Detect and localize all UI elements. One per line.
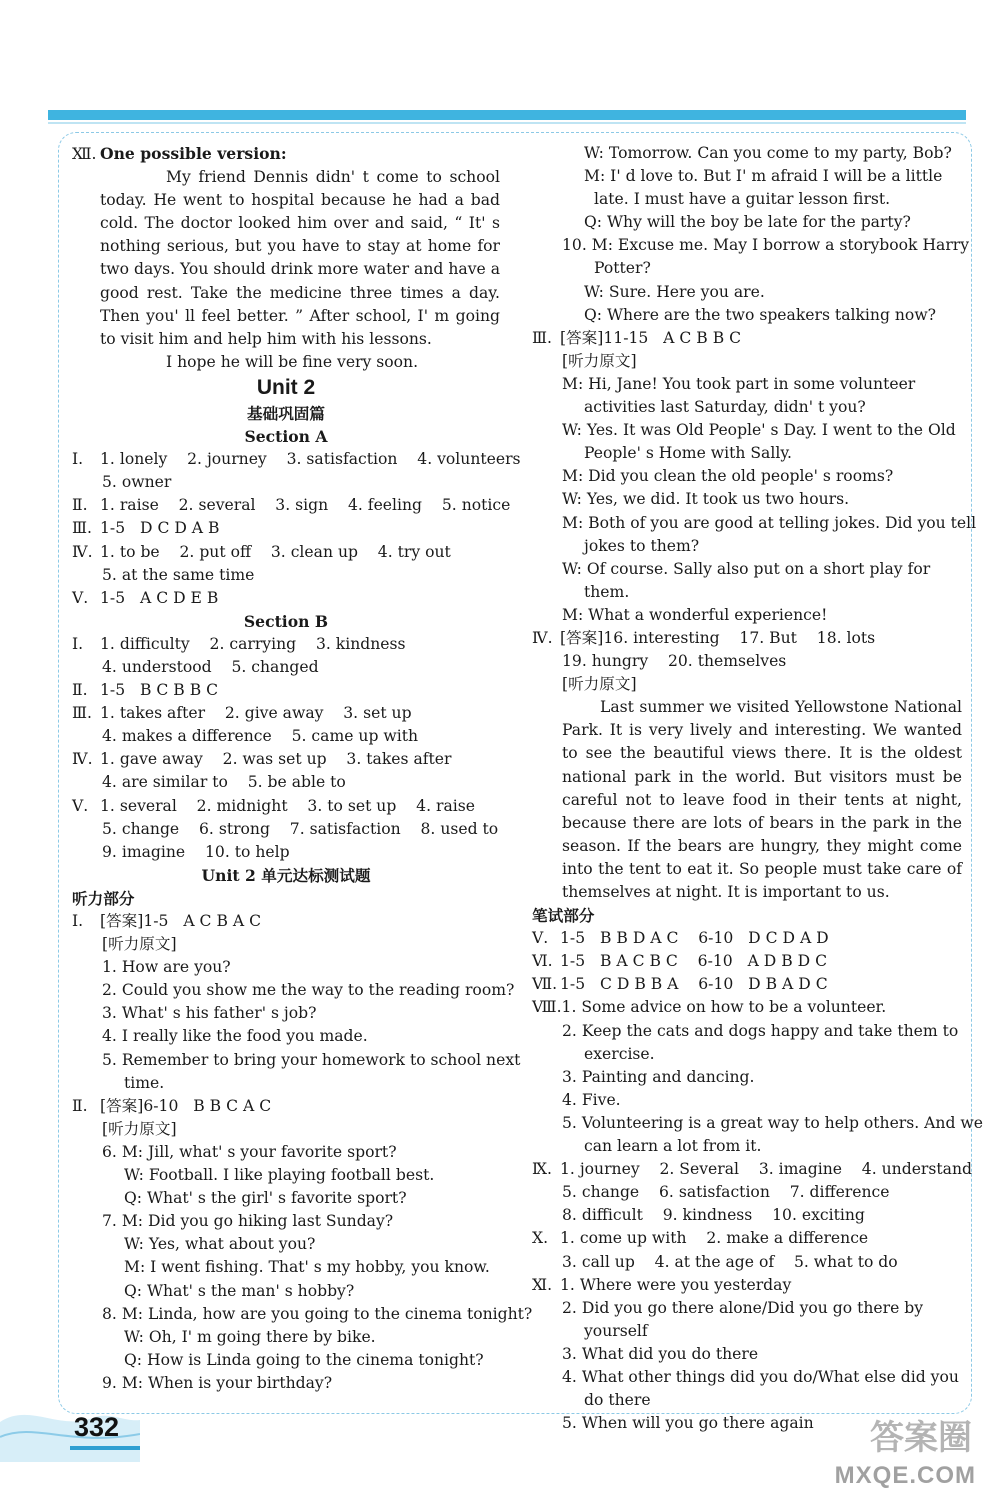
answer-line <box>72 1095 500 1118</box>
section-title: Section A <box>244 427 328 447</box>
roman-numeral-label: Ⅸ. <box>532 1160 553 1179</box>
answer-line: M: Both of you are good at telling jokes. Did you tell <box>562 513 977 532</box>
answer-line: time. <box>124 1073 165 1092</box>
roman-numeral-label: Ⅴ. <box>72 588 89 607</box>
answer-line: yourself <box>584 1321 648 1340</box>
roman-numeral-label: Ⅰ. <box>72 912 84 930</box>
answer-line: Q: How is Linda going to the cinema tonight? <box>124 1350 484 1369</box>
roman-numeral-label: Ⅰ. <box>72 634 84 653</box>
answer-line <box>72 517 500 540</box>
answer-line: M: Hi, Jane! You took part in some volunteer <box>562 374 916 393</box>
roman-numeral-label: Ⅶ. <box>532 975 558 994</box>
answer-line <box>532 927 962 950</box>
answer-text: 1-5 B B D A C 6-10 D C D A D <box>560 929 829 948</box>
answer-line: 3. What did you do there <box>562 1344 759 1363</box>
answer-line: 9. imagine 10. to help <box>102 842 290 861</box>
paragraph: I hope he will be fine very soon. <box>166 352 419 371</box>
header-rule-thin <box>48 122 966 124</box>
answer-text: 1. come up with 2. make a difference <box>560 1229 869 1248</box>
answer-line <box>72 795 500 818</box>
answer-text: 1. Where were you yesterday <box>560 1275 792 1294</box>
answer-line: 5. When will you go there again <box>562 1414 814 1433</box>
answer-line: 1. How are you? <box>102 958 231 977</box>
roman-numeral-label: Ⅱ. <box>72 496 88 515</box>
answer-line: 10. M: Excuse me. May I borrow a storybook Harry <box>562 236 970 255</box>
answer-line: Q: What' s the girl' s favorite sport? <box>124 1189 407 1208</box>
answer-text: [答案]11-15 A C B B C <box>560 328 742 347</box>
answer-line: 3. What' s his father' s job? <box>102 1004 317 1023</box>
unit-title: Unit 2 <box>256 375 316 399</box>
answer-line: 2. Could you show me the way to the reading room? <box>102 981 515 1000</box>
left-column <box>72 142 533 1395</box>
roman-numeral-label: Ⅳ. <box>532 628 553 647</box>
roman-numeral-label: Ⅳ. <box>72 750 93 769</box>
answer-line: 4. Five. <box>562 1090 621 1109</box>
answer-line <box>532 950 962 973</box>
page-number: 332 <box>74 1412 120 1442</box>
answer-text: 1-5 B C B B C <box>100 681 219 700</box>
answer-line <box>72 494 511 517</box>
answer-line: W: Yes. It was Old People' s Day. I went to the Old <box>562 421 956 440</box>
answer-line: W: Yes, we did. It took us two hours. <box>562 490 850 509</box>
answer-line: M: Did you clean the old people' s rooms? <box>562 467 894 486</box>
roman-numeral-label: Ⅴ. <box>72 796 89 815</box>
answer-text: 1. journey 2. Several 3. imagine 4. understand <box>560 1160 972 1179</box>
roman-numeral-label: Ⅱ. <box>72 1096 88 1115</box>
answer-line: exercise. <box>584 1044 655 1063</box>
answer-line: 8. difficult 9. kindness 10. exciting <box>562 1206 865 1225</box>
answer-line <box>72 748 500 771</box>
answer-line <box>532 1227 962 1250</box>
watermark <box>782 1410 982 1492</box>
answer-line: M: I' d love to. But I' m afraid I will be a little <box>584 167 943 186</box>
answer-line: 4. understood 5. changed <box>102 657 319 676</box>
section-title: Section B <box>243 611 329 631</box>
answer-line <box>532 973 962 996</box>
part-title: 笔试部分 <box>532 906 595 926</box>
watermark-logo: 答案圈 <box>870 1418 972 1458</box>
answer-text: 1-5 B A C B C 6-10 A D B D C <box>560 952 828 971</box>
answer-text: [答案]1-5 A C B A C <box>100 912 262 930</box>
roman-numeral-label: Ⅲ. <box>72 704 92 723</box>
answer-line: W: Oh, I' m going there by bike. <box>124 1327 376 1346</box>
section-title: Unit 2 单元达标测试题 <box>201 865 371 885</box>
answer-text: 1. Some advice on how to be a volunteer. <box>561 998 887 1017</box>
answer-line <box>532 327 962 350</box>
answer-line: activities last Saturday, didn' t you? <box>584 398 866 417</box>
page-number-underline <box>70 1446 140 1450</box>
answer-line: Q: What' s the man' s hobby? <box>124 1281 355 1300</box>
right-column <box>532 142 983 1435</box>
section-heading <box>72 142 500 166</box>
answer-line: 2. Keep the cats and dogs happy and take them to <box>562 1021 959 1040</box>
roman-numeral-label: Ⅴ. <box>532 929 549 948</box>
header-rule <box>48 110 966 120</box>
answer-line: 5. change 6. satisfaction 7. difference <box>562 1183 890 1202</box>
answer-line: them. <box>584 582 630 601</box>
answer-text: 1. gave away 2. was set up 3. takes after <box>100 750 452 769</box>
roman-numeral-label: Ⅺ. <box>532 1275 553 1294</box>
watermark-url: MXQE.COM <box>834 1462 976 1489</box>
answer-line <box>72 541 500 564</box>
answer-line <box>72 679 500 702</box>
part-title: 听力部分 <box>72 888 135 908</box>
answer-text: 1-5 A C D E B <box>100 588 219 607</box>
answer-line <box>72 587 500 610</box>
answer-line: 5. at the same time <box>102 565 255 584</box>
roman-numeral-label: Ⅳ. <box>72 542 93 561</box>
answer-line: Q: Why will the boy be late for the party? <box>584 213 911 232</box>
answer-line: 5. owner <box>102 473 172 492</box>
answer-line: late. I must have a guitar lesson first. <box>594 190 891 209</box>
answer-line: W: Yes, what about you? <box>124 1235 316 1254</box>
answer-line: 4. What other things did you do/What else did you <box>562 1367 959 1386</box>
answer-line: [听力原文] <box>562 351 637 370</box>
roman-numeral-label: Ⅰ. <box>72 450 84 469</box>
answer-line: 7. M: Did you go hiking last Sunday? <box>102 1212 394 1231</box>
answer-line: W: Football. I like playing football best. <box>124 1166 435 1185</box>
answer-line <box>72 448 521 471</box>
roman-numeral-label: Ⅱ. <box>72 681 88 700</box>
answer-line: 3. call up 4. at the age of 5. what to do <box>562 1252 898 1271</box>
answer-line: 3. Painting and dancing. <box>562 1067 755 1086</box>
answer-text: [答案]6-10 B B C A C <box>100 1096 272 1115</box>
answer-line: W: Tomorrow. Can you come to my party, Bob? <box>584 144 952 162</box>
answer-line: 4. makes a difference 5. came up with <box>102 727 419 746</box>
roman-numeral-label: Ⅹ. <box>532 1229 549 1248</box>
answer-line: 2. Did you go there alone/Did you go there by <box>562 1298 924 1317</box>
answer-text: 1-5 C D B B A 6-10 D B A D C <box>560 975 828 994</box>
answer-line: do there <box>584 1391 651 1410</box>
answer-line: 19. hungry 20. themselves <box>562 652 787 671</box>
answer-line: Potter? <box>594 259 651 278</box>
answer-text: 1. lonely 2. journey 3. satisfaction 4. volunteers <box>100 450 521 469</box>
answer-line: 5. change 6. strong 7. satisfaction 8. used to <box>102 819 499 838</box>
answer-text: 1. several 2. midnight 3. to set up 4. raise <box>100 796 475 815</box>
answer-text: 1-5 D C D A B <box>100 519 220 538</box>
answer-line <box>72 910 500 933</box>
answer-line: People' s Home with Sally. <box>584 444 793 463</box>
answer-line: M: What a wonderful experience! <box>562 605 828 624</box>
answer-line: [听力原文] <box>562 675 637 694</box>
roman-numeral-label: Ⅻ. <box>72 145 97 163</box>
answer-line: W: Sure. Here you are. <box>584 282 765 301</box>
answer-line: [听力原文] <box>102 935 177 954</box>
answer-line <box>532 996 962 1019</box>
answer-line: 9. M: When is your birthday? <box>102 1373 333 1392</box>
answer-line: 5. Remember to bring your homework to school next <box>102 1050 521 1069</box>
answer-line <box>532 1158 972 1181</box>
answer-text: [答案]16. interesting 17. But 18. lots <box>560 628 876 647</box>
answer-line: 4. are similar to 5. be able to <box>102 773 346 792</box>
roman-numeral-label: Ⅵ. <box>532 952 553 971</box>
answer-text: 1. difficulty 2. carrying 3. kindness <box>100 634 406 653</box>
paragraph: Last summer we visited Yellowstone National Park. It is very lively and interesting. We wanted to see the beautiful views there. It is the oldest national park in the world. But visitors must be careful not to leave food in their tents at night, because there are lots of bears in the park in the season. If the bears are hungry, they might come into the tent to eat it. So people must take care of themselves at night. It is important to us. <box>562 698 962 901</box>
answer-line <box>532 627 962 650</box>
answer-line <box>72 633 500 656</box>
answer-line: Q: Where are the two speakers talking now? <box>584 305 937 324</box>
answer-line: can learn a lot from it. <box>584 1137 762 1156</box>
answer-line: 4. I really like the food you made. <box>102 1027 368 1046</box>
roman-numeral-label: Ⅲ. <box>532 328 552 347</box>
paragraph: My friend Dennis didn' t come to school today. He went to hospital because he had a bad cold. The doctor looked him over and said, “ It' s nothing serious, but you have to stay at home for two days. You should drink more water and have a good rest. Take the medicine three times a day. Then you' ll feel better. ” After school, I' m going to visit him and help him with his lessons. <box>100 168 500 348</box>
answer-line <box>72 702 500 725</box>
answer-line: jokes to them? <box>584 536 700 555</box>
section-title: 基础巩固篇 <box>247 403 325 423</box>
answer-text: One possible version: <box>100 144 287 163</box>
answer-text: 1. takes after 2. give away 3. set up <box>100 704 412 723</box>
answer-text: 1. raise 2. several 3. sign 4. feeling 5. notice <box>100 496 511 515</box>
answer-text: 1. to be 2. put off 3. clean up 4. try out <box>100 542 451 561</box>
answer-line: W: Of course. Sally also put on a short play for <box>562 559 931 578</box>
answer-line: M: I went fishing. That' s my hobby, you know. <box>124 1258 490 1277</box>
roman-numeral-label: Ⅷ. <box>532 998 562 1017</box>
answer-line: [听力原文] <box>102 1119 177 1138</box>
answer-line: 5. Volunteering is a great way to help others. And we <box>562 1113 983 1132</box>
answer-line: 6. M: Jill, what' s your favorite sport? <box>102 1142 397 1161</box>
roman-numeral-label: Ⅲ. <box>72 519 92 538</box>
answer-line <box>532 1274 962 1297</box>
answer-line: 8. M: Linda, how are you going to the cinema tonight? <box>102 1304 533 1323</box>
